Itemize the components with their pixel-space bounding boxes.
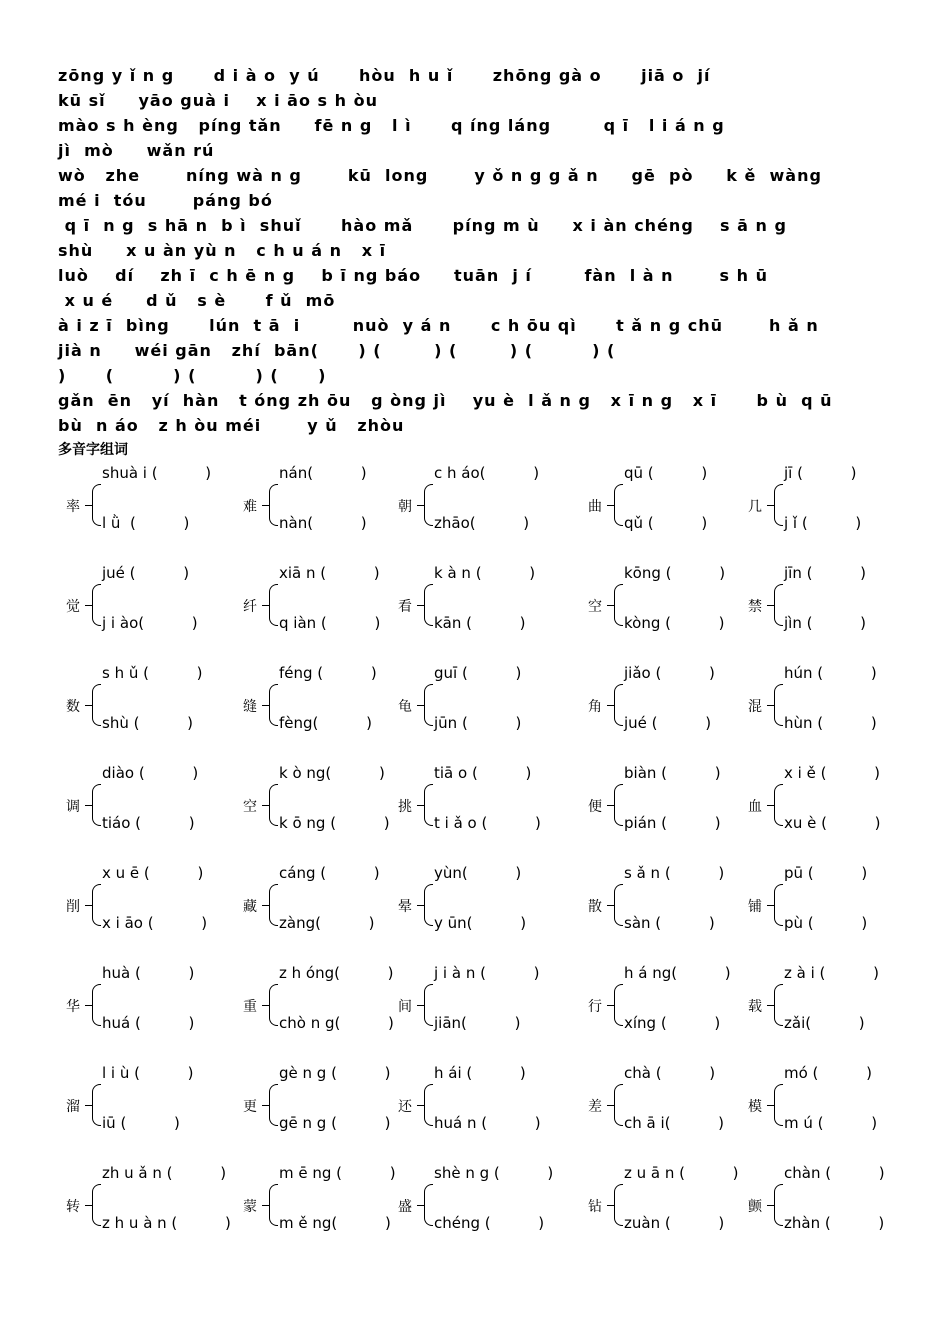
reading-bottom[interactable]: pián ( ): [624, 814, 721, 832]
reading-bottom[interactable]: xu è ( ): [784, 814, 881, 832]
polyphone-char: 散: [588, 899, 602, 915]
pinyin-line: kū sǐ yāo guà i x i āo s h òu: [58, 91, 378, 110]
reading-top[interactable]: jué ( ): [102, 564, 190, 582]
polyphone-item: [58, 862, 238, 952]
polyphone-item: [235, 1162, 415, 1252]
reading-top[interactable]: h ái ( ): [434, 1064, 526, 1082]
polyphone-char: 纤: [243, 599, 257, 615]
polyphone-group: [0, 862, 950, 952]
brace-icon: [424, 684, 433, 726]
reading-top[interactable]: jī ( ): [784, 464, 857, 482]
polyphone-item: [580, 462, 760, 552]
reading-top[interactable]: huà ( ): [102, 964, 195, 982]
reading-bottom[interactable]: jūn ( ): [434, 714, 522, 732]
reading-top[interactable]: xiā n ( ): [279, 564, 380, 582]
polyphone-item: [235, 1062, 415, 1152]
polyphone-item: [235, 862, 415, 952]
brace-icon: [424, 984, 433, 1026]
reading-top[interactable]: chà ( ): [624, 1064, 716, 1082]
brace-icon: [774, 1084, 783, 1126]
brace-icon: [92, 784, 101, 826]
brace-icon: [92, 484, 101, 526]
brace-icon: [424, 784, 433, 826]
reading-top[interactable]: guī ( ): [434, 664, 522, 682]
polyphone-char: 颤: [748, 1199, 762, 1215]
polyphone-char: 更: [243, 1099, 257, 1115]
reading-bottom[interactable]: chò n g( ): [279, 1014, 394, 1032]
polyphone-char: 重: [243, 999, 257, 1015]
reading-top[interactable]: zh u ǎ n ( ): [102, 1164, 227, 1182]
reading-top[interactable]: shè n g ( ): [434, 1164, 554, 1182]
reading-top[interactable]: shuà i ( ): [102, 464, 212, 482]
brace-icon: [614, 484, 623, 526]
reading-top[interactable]: qū ( ): [624, 464, 708, 482]
polyphone-item: [740, 762, 920, 852]
reading-bottom[interactable]: zǎi( ): [784, 1014, 865, 1032]
polyphone-char: 钻: [588, 1199, 602, 1215]
polyphone-item: [390, 1062, 570, 1152]
polyphone-char: 挑: [398, 799, 412, 815]
reading-top[interactable]: chàn ( ): [784, 1164, 885, 1182]
reading-bottom[interactable]: jué ( ): [624, 714, 712, 732]
polyphone-char: 数: [66, 699, 80, 715]
polyphone-char: 藏: [243, 899, 257, 915]
polyphone-item: [740, 662, 920, 752]
polyphone-char: 盛: [398, 1199, 412, 1215]
reading-top[interactable]: jīn ( ): [784, 564, 866, 582]
polyphone-item: [580, 962, 760, 1052]
reading-top[interactable]: pū ( ): [784, 864, 868, 882]
polyphone-char: 调: [66, 799, 80, 815]
polyphone-char: 龟: [398, 699, 412, 715]
reading-bottom[interactable]: j ǐ ( ): [784, 514, 862, 532]
polyphone-item: [740, 462, 920, 552]
reading-bottom[interactable]: shù ( ): [102, 714, 193, 732]
polyphone-char: 晕: [398, 899, 412, 915]
reading-bottom[interactable]: k ō ng ( ): [279, 814, 390, 832]
reading-bottom[interactable]: hùn ( ): [784, 714, 877, 732]
reading-top[interactable]: kōng ( ): [624, 564, 726, 582]
brace-icon: [774, 984, 783, 1026]
pinyin-line: zōng y ǐ n g d i à o y ú hòu h u ǐ zhōng gà o jiā o jí: [58, 66, 711, 85]
reading-bottom[interactable]: nàn( ): [279, 514, 367, 532]
reading-top[interactable]: s ǎ n ( ): [624, 864, 725, 882]
brace-icon: [269, 584, 278, 626]
reading-bottom[interactable]: huá n ( ): [434, 1114, 541, 1132]
reading-top[interactable]: x i ě ( ): [784, 764, 880, 782]
reading-bottom[interactable]: pù ( ): [784, 914, 868, 932]
polyphone-char: 空: [243, 799, 257, 815]
polyphone-char: 还: [398, 1099, 412, 1115]
pinyin-line: q ī n g s hā n b ì shuǐ hào mǎ píng m ù x i àn chéng s ā n g: [58, 216, 787, 235]
reading-top[interactable]: jiǎo ( ): [624, 664, 715, 682]
brace-icon: [424, 1084, 433, 1126]
reading-top[interactable]: nán( ): [279, 464, 367, 482]
pinyin-line: wò zhe níng wà n g kū long y ǒ n g g ǎ n gē pò k ě wàng: [58, 166, 822, 185]
brace-icon: [269, 984, 278, 1026]
polyphone-item: [235, 962, 415, 1052]
reading-bottom[interactable]: sàn ( ): [624, 914, 715, 932]
brace-icon: [269, 1184, 278, 1226]
reading-bottom[interactable]: m ú ( ): [784, 1114, 878, 1132]
polyphone-item: [740, 1162, 920, 1252]
brace-icon: [614, 684, 623, 726]
polyphone-item: [580, 1162, 760, 1252]
reading-bottom[interactable]: xíng ( ): [624, 1014, 721, 1032]
polyphone-item: [58, 562, 238, 652]
polyphone-char: 曲: [588, 499, 602, 515]
polyphone-char: 模: [748, 1099, 762, 1115]
polyphone-group: [0, 462, 950, 552]
reading-top[interactable]: m ē ng ( ): [279, 1164, 396, 1182]
polyphone-item: [235, 562, 415, 652]
polyphone-item: [390, 562, 570, 652]
polyphone-group: [0, 1162, 950, 1252]
pinyin-line: gǎn ēn yí hàn t óng zh ōu g òng jì yu è l ǎ n g x ī n g x ī b ù q ū: [58, 391, 833, 410]
brace-icon: [774, 784, 783, 826]
pinyin-line: mé i tóu páng bó: [58, 191, 273, 210]
polyphone-group: [0, 762, 950, 852]
brace-icon: [614, 884, 623, 926]
section-heading: 多音字组词: [58, 442, 128, 458]
polyphone-item: [580, 1062, 760, 1152]
polyphone-char: 觉: [66, 599, 80, 615]
polyphone-char: 间: [398, 999, 412, 1015]
reading-bottom[interactable]: kòng ( ): [624, 614, 725, 632]
polyphone-item: [235, 762, 415, 852]
brace-icon: [774, 684, 783, 726]
pinyin-line: jià n wéi gān zhí bān( ) ( ) ( ) ( ) (: [58, 341, 616, 360]
brace-icon: [269, 884, 278, 926]
polyphone-item: [740, 962, 920, 1052]
reading-bottom[interactable]: m ě ng( ): [279, 1214, 391, 1232]
polyphone-item: [390, 662, 570, 752]
polyphone-item: [580, 762, 760, 852]
polyphone-item: [58, 462, 238, 552]
polyphone-char: 看: [398, 599, 412, 615]
reading-bottom[interactable]: chéng ( ): [434, 1214, 545, 1232]
brace-icon: [614, 984, 623, 1026]
polyphone-char: 载: [748, 999, 762, 1015]
polyphone-char: 缝: [243, 699, 257, 715]
reading-top[interactable]: cáng ( ): [279, 864, 380, 882]
brace-icon: [614, 1184, 623, 1226]
reading-bottom[interactable]: zhàn ( ): [784, 1214, 885, 1232]
polyphone-group: [0, 562, 950, 652]
polyphone-char: 几: [748, 499, 762, 515]
reading-bottom[interactable]: x i āo ( ): [102, 914, 208, 932]
brace-icon: [269, 484, 278, 526]
polyphone-char: 华: [66, 999, 80, 1015]
polyphone-char: 溜: [66, 1099, 80, 1115]
pinyin-line: à i z ī bìng lún t ā i nuò y á n c h ōu qì t ǎ n g chū h ǎ n: [58, 316, 819, 335]
polyphone-char: 行: [588, 999, 602, 1015]
reading-bottom[interactable]: qǔ ( ): [624, 514, 708, 532]
pinyin-line: bù n áo z h òu méi y ǔ zhòu: [58, 416, 405, 435]
pinyin-line: shù x u àn yù n c h u á n x ī: [58, 241, 387, 260]
brace-icon: [614, 784, 623, 826]
reading-bottom[interactable]: l ǜ ( ): [102, 514, 190, 532]
reading-top[interactable]: k à n ( ): [434, 564, 536, 582]
reading-top[interactable]: z u ā n ( ): [624, 1164, 739, 1182]
reading-top[interactable]: diào ( ): [102, 764, 199, 782]
polyphone-char: 率: [66, 499, 80, 515]
polyphone-item: [58, 1162, 238, 1252]
reading-bottom[interactable]: gē n g ( ): [279, 1114, 391, 1132]
polyphone-char: 朝: [398, 499, 412, 515]
polyphone-item: [58, 962, 238, 1052]
reading-bottom[interactable]: fèng( ): [279, 714, 372, 732]
pinyin-line: mào s h èng píng tǎn fē n g l ì q íng láng q ī l i á n g: [58, 116, 725, 135]
polyphone-item: [58, 1062, 238, 1152]
brace-icon: [269, 784, 278, 826]
reading-bottom[interactable]: q iàn ( ): [279, 614, 381, 632]
reading-top[interactable]: mó ( ): [784, 1064, 872, 1082]
reading-bottom[interactable]: ch ā i( ): [624, 1114, 725, 1132]
brace-icon: [424, 884, 433, 926]
polyphone-item: [390, 462, 570, 552]
polyphone-char: 转: [66, 1199, 80, 1215]
reading-bottom[interactable]: zàng( ): [279, 914, 375, 932]
reading-bottom[interactable]: huá ( ): [102, 1014, 195, 1032]
reading-bottom[interactable]: t i ǎ o ( ): [434, 814, 541, 832]
brace-icon: [269, 1084, 278, 1126]
polyphone-char: 空: [588, 599, 602, 615]
pinyin-line: x u é d ǔ s è f ǔ mō: [58, 291, 336, 310]
brace-icon: [92, 884, 101, 926]
reading-top[interactable]: k ò ng( ): [279, 764, 385, 782]
polyphone-item: [235, 662, 415, 752]
reading-top[interactable]: x u ē ( ): [102, 864, 204, 882]
brace-icon: [424, 1184, 433, 1226]
polyphone-char: 混: [748, 699, 762, 715]
brace-icon: [614, 1084, 623, 1126]
brace-icon: [774, 1184, 783, 1226]
polyphone-char: 铺: [748, 899, 762, 915]
polyphone-item: [390, 862, 570, 952]
polyphone-item: [390, 762, 570, 852]
polyphone-char: 蒙: [243, 1199, 257, 1215]
reading-top[interactable]: j i à n ( ): [434, 964, 540, 982]
reading-top[interactable]: biàn ( ): [624, 764, 721, 782]
polyphone-item: [740, 862, 920, 952]
polyphone-item: [235, 462, 415, 552]
polyphone-char: 便: [588, 799, 602, 815]
reading-top[interactable]: yùn( ): [434, 864, 522, 882]
reading-bottom[interactable]: tiáo ( ): [102, 814, 195, 832]
brace-icon: [424, 484, 433, 526]
polyphone-char: 禁: [748, 599, 762, 615]
reading-top[interactable]: hún ( ): [784, 664, 877, 682]
reading-top[interactable]: h á ng( ): [624, 964, 731, 982]
brace-icon: [92, 684, 101, 726]
reading-bottom[interactable]: jìn ( ): [784, 614, 866, 632]
pinyin-line: ) ( ) ( ) ( ): [58, 366, 327, 385]
brace-icon: [269, 684, 278, 726]
polyphone-item: [740, 562, 920, 652]
polyphone-item: [740, 1062, 920, 1152]
brace-icon: [92, 584, 101, 626]
reading-bottom[interactable]: zuàn ( ): [624, 1214, 725, 1232]
reading-top[interactable]: z à i ( ): [784, 964, 879, 982]
brace-icon: [92, 984, 101, 1026]
polyphone-char: 难: [243, 499, 257, 515]
polyphone-item: [580, 562, 760, 652]
polyphone-item: [58, 762, 238, 852]
polyphone-char: 血: [748, 799, 762, 815]
polyphone-item: [580, 662, 760, 752]
polyphone-char: 差: [588, 1099, 602, 1115]
polyphone-char: 削: [66, 899, 80, 915]
brace-icon: [92, 1184, 101, 1226]
reading-top[interactable]: c h áo( ): [434, 464, 540, 482]
brace-icon: [774, 884, 783, 926]
reading-top[interactable]: féng ( ): [279, 664, 377, 682]
pinyin-line: jì mò wǎn rú: [58, 141, 215, 160]
reading-bottom[interactable]: z h u à n ( ): [102, 1214, 231, 1232]
reading-bottom[interactable]: y ūn( ): [434, 914, 527, 932]
brace-icon: [92, 1084, 101, 1126]
brace-icon: [774, 484, 783, 526]
reading-top[interactable]: z h óng( ): [279, 964, 394, 982]
polyphone-item: [390, 1162, 570, 1252]
brace-icon: [774, 584, 783, 626]
reading-bottom[interactable]: jiān( ): [434, 1014, 521, 1032]
brace-icon: [424, 584, 433, 626]
reading-top[interactable]: gè n g ( ): [279, 1064, 391, 1082]
polyphone-char: 角: [588, 699, 602, 715]
polyphone-item: [58, 662, 238, 752]
reading-top[interactable]: s h ǔ ( ): [102, 664, 203, 682]
reading-top[interactable]: l i ù ( ): [102, 1064, 194, 1082]
brace-icon: [614, 584, 623, 626]
reading-top[interactable]: tiā o ( ): [434, 764, 532, 782]
reading-bottom[interactable]: kān ( ): [434, 614, 526, 632]
reading-bottom[interactable]: iū ( ): [102, 1114, 180, 1132]
polyphone-group: [0, 1062, 950, 1152]
polyphone-item: [390, 962, 570, 1052]
polyphone-item: [580, 862, 760, 952]
reading-bottom[interactable]: j i ào( ): [102, 614, 198, 632]
polyphone-group: [0, 962, 950, 1052]
reading-bottom[interactable]: zhāo( ): [434, 514, 530, 532]
pinyin-line: luò dí zh ī c h ē n g b ī ng báo tuān j í fàn l à n s h ū: [58, 266, 768, 285]
polyphone-group: [0, 662, 950, 752]
